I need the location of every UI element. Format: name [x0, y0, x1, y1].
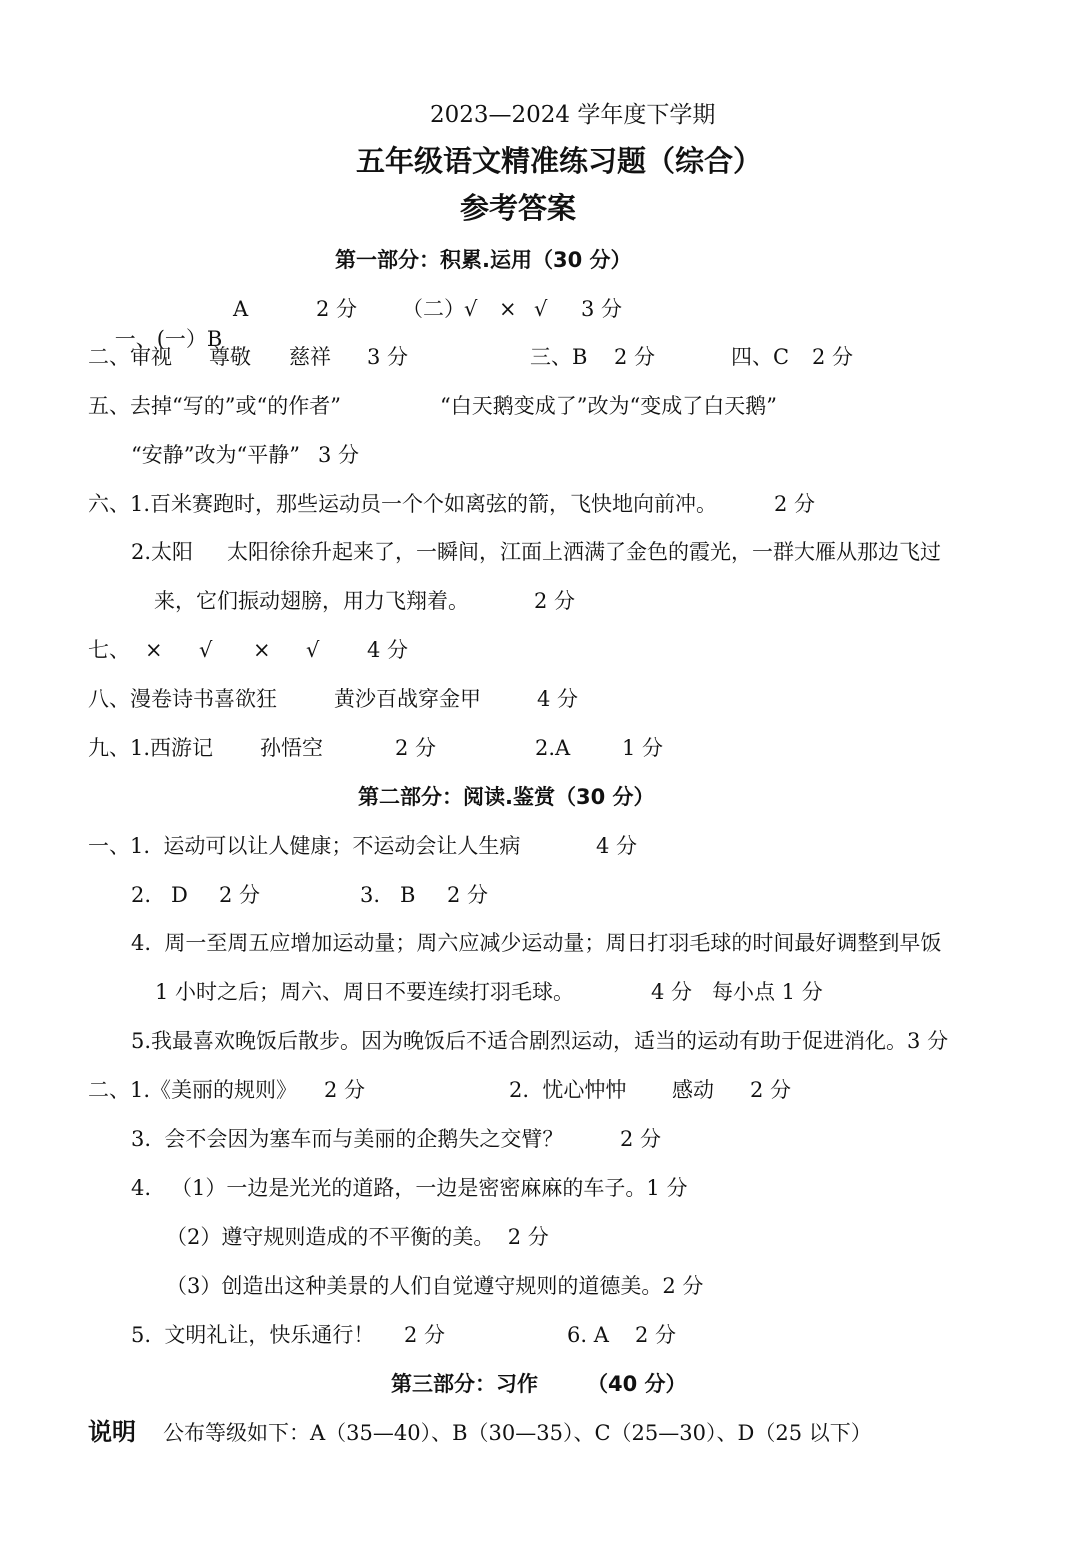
text: 四、C	[731, 345, 790, 369]
section-heading-part1: 第一部分：积累.运用（30 分）	[335, 248, 632, 272]
score: 1 分	[622, 736, 664, 760]
text: 每小点 1 分	[712, 980, 823, 1004]
check-mark: √	[534, 297, 548, 321]
score: 2 分	[774, 492, 816, 516]
grading-note: 公布等级如下：A（35—40）、B（30—35）、C（25—30）、D（25 以下）	[163, 1421, 872, 1445]
text: 太阳徐徐升起来了，一瞬间，江面上洒满了金色的霞光，一群大雁从那边飞过	[227, 540, 941, 564]
score: 2 分	[404, 1323, 446, 1347]
score: 3 分	[318, 443, 360, 467]
text: 2.太阳	[131, 540, 194, 564]
score: 2 分	[620, 1127, 662, 1151]
score: 3 分	[581, 297, 623, 321]
score: 4 分	[596, 834, 638, 858]
text: A	[233, 297, 249, 321]
text: 尊敬	[209, 345, 251, 369]
text: 5. 文明礼让，快乐通行！	[131, 1323, 375, 1347]
document-subtitle: 参考答案	[460, 191, 577, 225]
score: 2 分	[219, 883, 261, 907]
score: 2 分	[316, 297, 358, 321]
text: 七、	[88, 638, 130, 662]
text: 二、审视	[88, 345, 172, 369]
text: 五、去掉“写的”或“的作者”	[88, 394, 341, 418]
text: 慈祥	[289, 345, 331, 369]
text: 3. B	[360, 883, 416, 907]
score: 4 分	[367, 638, 409, 662]
section-heading-part3-score: （40 分）	[587, 1372, 687, 1396]
text: 4. （1）一边是光光的道路，一边是密密麻麻的车子。1 分	[131, 1176, 688, 1200]
score: 2 分	[395, 736, 437, 760]
text: 二、1.《美丽的规则》	[88, 1078, 298, 1102]
score: 4 分	[651, 980, 693, 1004]
text: 八、漫卷诗书喜欲狂	[88, 687, 277, 711]
check-mark: √	[464, 297, 478, 321]
text: 1 小时之后；周六、周日不要连续打羽毛球。	[155, 980, 575, 1004]
score: 2 分	[534, 589, 576, 613]
section-heading-part3: 第三部分：习作	[391, 1372, 538, 1396]
score: 2 分	[614, 345, 656, 369]
term-line: 2023—2024 学年度下学期	[430, 102, 716, 128]
text: 三、B	[530, 345, 588, 369]
text: 5.我最喜欢晚饭后散步。因为晚饭后不适合剧烈运动，适当的运动有助于促进消化。3 分	[131, 1029, 949, 1053]
score: 2 分	[635, 1323, 677, 1347]
score: 2 分	[750, 1078, 792, 1102]
text: 6. A	[567, 1323, 609, 1347]
score: 2 分	[324, 1078, 366, 1102]
cross-mark: ×	[145, 638, 163, 662]
section-heading-part2: 第二部分：阅读.鉴赏（30 分）	[358, 785, 655, 809]
cross-mark: ×	[499, 297, 517, 321]
text: 黄沙百战穿金甲	[334, 687, 481, 711]
score: 4 分	[537, 687, 579, 711]
text: 六、1.百米赛跑时，那些运动员一个个如离弦的箭，飞快地向前冲。	[88, 492, 718, 516]
text: 感动	[672, 1078, 714, 1102]
score: 2 分	[812, 345, 854, 369]
text: 2.A	[535, 736, 571, 760]
text: 3. 会不会因为塞车而与美丽的企鹅失之交臂？	[131, 1127, 564, 1151]
text: （3）创造出这种美景的人们自觉遵守规则的道德美。2 分	[166, 1274, 704, 1298]
text: （二）	[402, 297, 465, 321]
text: 2. 忧心忡忡	[509, 1078, 627, 1102]
text: “白天鹅变成了”改为“变成了白天鹅”	[440, 394, 777, 418]
text: 2. D	[131, 883, 188, 907]
document-title: 五年级语文精准练习题（综合）	[356, 144, 763, 178]
text: （2）遵守规则造成的不平衡的美。 2 分	[166, 1225, 549, 1249]
score: 3 分	[367, 345, 409, 369]
check-mark: √	[306, 638, 320, 662]
text: 九、1.西游记	[88, 736, 214, 760]
text: 4. 周一至周五应增加运动量；周六应减少运动量；周日打羽毛球的时间最好调整到早饭	[131, 931, 942, 955]
text: 孙悟空	[260, 736, 323, 760]
text: 来，它们振动翅膀，用力飞翔着。	[154, 589, 469, 613]
note-label: 说明	[88, 1418, 136, 1446]
score: 2 分	[447, 883, 489, 907]
cross-mark: ×	[253, 638, 271, 662]
check-mark: √	[199, 638, 213, 662]
text: 一、1. 运动可以让人健康；不运动会让人生病	[88, 834, 521, 858]
text: “安静”改为“平静”	[131, 443, 300, 467]
text: 一、(一）B	[114, 327, 223, 351]
